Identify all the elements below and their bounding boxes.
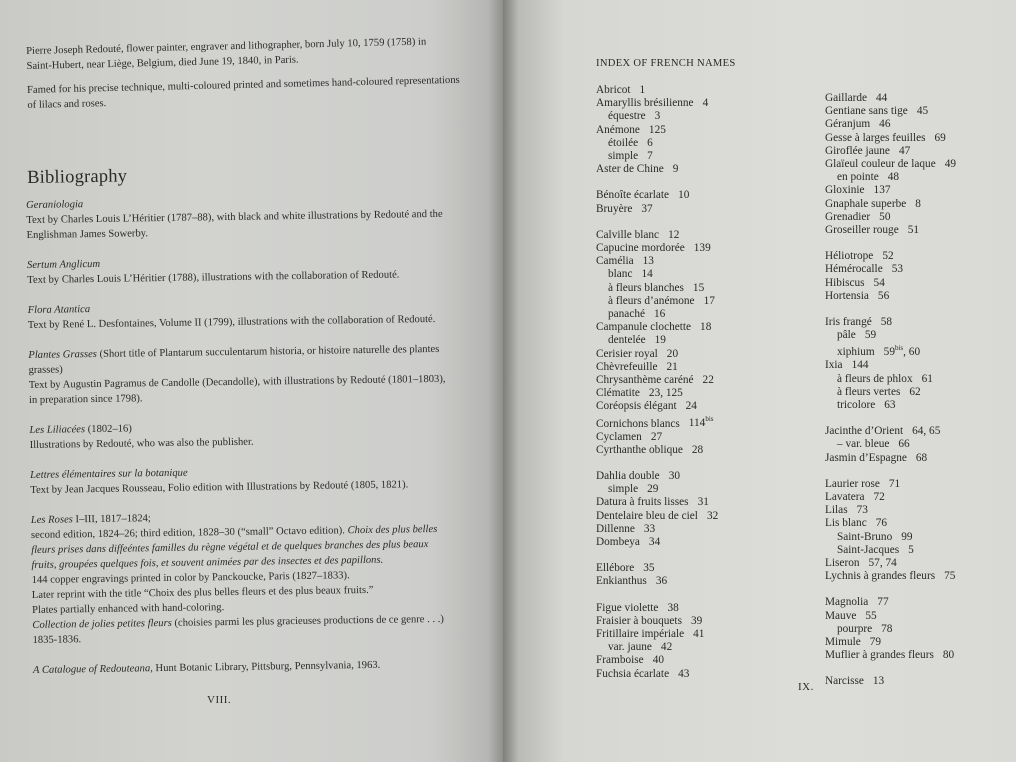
index-entry-name: Capucine mordorée bbox=[596, 242, 685, 255]
index-entry-name: Cornichons blancs bbox=[596, 417, 680, 430]
index-entry bbox=[596, 387, 718, 400]
index-entry bbox=[596, 483, 718, 496]
index-entry bbox=[596, 137, 718, 150]
index-entry-name: Framboise bbox=[596, 654, 644, 667]
index-entry bbox=[825, 359, 956, 372]
index-entry-page: 8 bbox=[915, 197, 921, 210]
index-entry bbox=[825, 425, 956, 438]
index-entry-page: 99 bbox=[901, 530, 913, 543]
index-entry-name: Mauve bbox=[825, 609, 857, 622]
index-entry-name: Laurier rose bbox=[825, 477, 880, 490]
index-entry bbox=[825, 263, 956, 276]
index-entry bbox=[596, 124, 718, 137]
bio-line: of lilacs and roses. bbox=[27, 98, 107, 111]
index-entry-page: 80 bbox=[942, 649, 955, 662]
index-entry bbox=[825, 92, 956, 105]
index-entry bbox=[596, 255, 718, 268]
index-entry-name: Ellébore bbox=[596, 562, 635, 575]
index-entry bbox=[596, 268, 718, 281]
index-entry-name: Amaryllis brésilienne bbox=[596, 97, 694, 110]
index-entry-page: 15 bbox=[692, 281, 705, 294]
index-entry bbox=[596, 400, 718, 413]
index-entry bbox=[825, 250, 956, 263]
index-entry-page: 12 bbox=[668, 228, 680, 241]
bibliography-list bbox=[26, 191, 473, 677]
bib-text: fleurs prises dans diffeéntes familles du règne végétal et de quelques branches des plus beaux bbox=[31, 539, 429, 556]
index-entry-name: Bénoîte écarlate bbox=[596, 189, 670, 202]
index-entry bbox=[825, 329, 956, 342]
index-entry-name: Bruyère bbox=[596, 202, 633, 215]
index-entry-page: 31 bbox=[697, 496, 709, 509]
bib-text: fruits, groupées quelques fois, et souvent animées par des insectes et des papillons. bbox=[31, 554, 384, 571]
index-entry-name: Figue violette bbox=[596, 601, 659, 614]
index-entry-page: 37 bbox=[641, 202, 653, 215]
index-entry-name: étoilée bbox=[608, 136, 639, 149]
index-entry bbox=[596, 444, 718, 457]
index-entry-page: 49 bbox=[944, 158, 957, 171]
index-entry bbox=[596, 361, 718, 374]
index-entry-name: Jasmin d’Espagne bbox=[825, 451, 907, 464]
bib-text: Plates partially enhanced with hand-coloring. bbox=[32, 602, 225, 616]
index-entry-name: tricolore bbox=[837, 399, 876, 412]
index-spacer bbox=[825, 465, 956, 478]
index-entry-page: 29 bbox=[647, 483, 659, 496]
index-entry-name: Géranjum bbox=[825, 118, 871, 131]
index-entry-name: Camélia bbox=[596, 255, 634, 268]
index-entry-name: Cyrthanthe oblique bbox=[596, 443, 683, 456]
index-entry-page: 58 bbox=[880, 316, 893, 329]
index-entry-page: 13 bbox=[642, 255, 654, 268]
index-entry bbox=[596, 536, 718, 549]
index-entry-name: Héliotrope bbox=[825, 250, 874, 263]
index-entry-page: 36 bbox=[655, 575, 668, 588]
index-entry-name: à fleurs d’anémone bbox=[608, 294, 695, 307]
index-entry-name: Mimule bbox=[825, 636, 861, 649]
index-spacer bbox=[596, 176, 718, 189]
index-entry-name: simple bbox=[608, 150, 639, 163]
index-entry-name: Fraisier à bouquets bbox=[596, 614, 682, 627]
index-entry-name: Ixia bbox=[825, 359, 843, 372]
index-entry-page: 46 bbox=[879, 118, 891, 131]
index-entry-name: Saint-Jacques bbox=[837, 543, 900, 556]
bib-text: 1835-1836. bbox=[32, 634, 82, 646]
index-entry-name: Liseron bbox=[825, 557, 860, 570]
index-entry-name: Abricot bbox=[596, 84, 631, 96]
index-entry-page: 66 bbox=[898, 438, 910, 451]
index-entry-name: à fleurs blanches bbox=[608, 281, 684, 294]
index-entry bbox=[825, 452, 956, 465]
index-entry bbox=[825, 184, 956, 197]
index-entry bbox=[596, 163, 718, 176]
bib-text: in preparation since 1798). bbox=[28, 393, 143, 406]
index-entry-name: Gesse à larges feuilles bbox=[825, 131, 926, 144]
index-entry bbox=[825, 478, 956, 491]
index-entry-page: 76 bbox=[875, 517, 888, 530]
index-entry-name: en pointe bbox=[837, 171, 879, 184]
index-entry-name: Fritillaire impériale bbox=[596, 628, 685, 641]
index-entry-name: Dahlia double bbox=[596, 470, 660, 483]
index-entry-page: 10 bbox=[678, 189, 690, 202]
index-entry bbox=[825, 342, 956, 359]
index-entry-page: 35 bbox=[643, 562, 655, 575]
index-entry bbox=[825, 171, 956, 184]
index-entry-page: 53 bbox=[891, 263, 904, 276]
bib-title: Plantes Grasses bbox=[28, 348, 97, 361]
index-entry-name: Cyclamen bbox=[596, 430, 642, 443]
right-page bbox=[503, 0, 1016, 762]
index-entry-page: 4 bbox=[702, 97, 709, 110]
index-entry-name: à fleurs vertes bbox=[837, 385, 901, 398]
index-entry-page: 41 bbox=[693, 628, 705, 641]
index-entry-name: Clématite bbox=[596, 387, 640, 400]
bio-line: Saint-Hubert, near Liège, Belgium, died June 19, 1840, in Paris. bbox=[26, 54, 299, 72]
index-entry bbox=[596, 496, 718, 509]
bib-catalogue bbox=[33, 656, 473, 678]
index-entry-name: Iris frangé bbox=[825, 316, 872, 329]
index-entry-page: 71 bbox=[888, 477, 901, 490]
index-entry-page: 44 bbox=[876, 92, 888, 104]
index-entry bbox=[825, 386, 956, 399]
index-entry-name: Lilas bbox=[825, 504, 848, 517]
index-entry-name: à fleurs de phlox bbox=[837, 372, 913, 385]
index-entry bbox=[825, 596, 956, 609]
page-number-right: IX. bbox=[798, 681, 814, 693]
index-entry-page: 19 bbox=[654, 334, 666, 347]
index-entry-name: Gloxinie bbox=[825, 184, 865, 197]
index-spacer bbox=[825, 412, 956, 425]
index-entry bbox=[596, 374, 718, 387]
index-entry-page: $59^{bis}$, 60 bbox=[883, 344, 921, 359]
bib-text: Illustrations by Redouté, who was also the publisher. bbox=[29, 436, 254, 451]
bib-text: Englishman James Sowerby. bbox=[26, 228, 149, 241]
index-entry-page: 59 bbox=[864, 329, 877, 342]
index-entry-name: Giroflée jaune bbox=[825, 144, 890, 157]
index-spacer bbox=[596, 589, 718, 602]
index-column-2 bbox=[825, 92, 956, 689]
index-entry bbox=[596, 84, 718, 97]
index-entry-page: 28 bbox=[691, 443, 704, 456]
bib-title: Geraniologia bbox=[26, 199, 84, 211]
index-entry-name: panaché bbox=[608, 308, 646, 321]
index-entry-name: Enkianthus bbox=[596, 575, 647, 588]
index-entry-page: 62 bbox=[909, 385, 921, 398]
index-entry-name: – var. bleue bbox=[837, 438, 890, 451]
index-entry-page: 39 bbox=[690, 614, 703, 627]
index-entry-name: pâle bbox=[837, 329, 856, 342]
index-entry bbox=[596, 575, 718, 588]
index-entry-page: 64, 65 bbox=[912, 425, 941, 438]
index-entry bbox=[596, 150, 718, 163]
index-entry bbox=[825, 517, 956, 530]
index-entry-name: Gaillarde bbox=[825, 92, 868, 104]
index-entry-name: dentelée bbox=[608, 334, 646, 347]
index-entry-name: Fuchsia écarlate bbox=[596, 667, 670, 680]
index-entry bbox=[825, 145, 956, 158]
index-entry-name: Lychnis à grandes fleurs bbox=[825, 570, 936, 583]
index-entry bbox=[596, 308, 718, 321]
index-entry bbox=[596, 242, 718, 255]
index-entry bbox=[596, 348, 718, 361]
bib-text: Text by Charles Louis L’Héritier (1787–88), with black and white illustrations by Redouté and the bbox=[26, 208, 443, 226]
index-spacer bbox=[596, 549, 718, 562]
index-entry bbox=[825, 557, 956, 570]
index-entry bbox=[825, 623, 956, 636]
index-entry-page: 139 bbox=[693, 242, 711, 255]
index-entry-name: Dentelaire bleu de ciel bbox=[596, 509, 698, 522]
index-entry bbox=[825, 610, 956, 623]
index-entry-name: Glaïeul couleur de laque bbox=[825, 158, 936, 171]
index-entry-name: Chèvrefeuille bbox=[596, 360, 658, 373]
index-entry-page: 45 bbox=[916, 105, 929, 118]
index-entry-name: équestre bbox=[608, 110, 646, 123]
index-entry bbox=[825, 316, 956, 329]
index-entry-name: Narcisse bbox=[825, 675, 864, 688]
index-entry-page: 24 bbox=[685, 400, 697, 413]
index-entry bbox=[825, 158, 956, 171]
index-entry bbox=[596, 189, 718, 202]
index-entry-name: simple bbox=[608, 483, 639, 496]
index-entry bbox=[825, 399, 956, 412]
index-entry-page: 77 bbox=[877, 596, 889, 609]
index-column-1 bbox=[596, 84, 718, 681]
index-entry-name: Gnaphale superbe bbox=[825, 197, 907, 210]
index-entry-name: Dombeya bbox=[596, 536, 640, 549]
index-entry-page: 30 bbox=[668, 470, 680, 483]
index-spacer bbox=[825, 662, 956, 675]
bib-title-rest: (Short title of Plantarum succulentarum historia, or histoire naturelle des plantes bbox=[96, 343, 440, 360]
bibliography-heading: Bibliography bbox=[27, 166, 128, 188]
index-entry-page: 51 bbox=[907, 224, 920, 237]
index-entry-page: 137 bbox=[873, 184, 891, 197]
index-entry bbox=[825, 636, 956, 649]
index-entry-page: 125 bbox=[648, 123, 666, 136]
index-entry-page: 3 bbox=[654, 110, 661, 123]
index-entry bbox=[596, 321, 718, 334]
index-entry-page: $114^{bis}$ bbox=[688, 415, 714, 430]
index-entry-page: 144 bbox=[851, 359, 869, 372]
index-entry-page: 48 bbox=[887, 171, 900, 184]
index-entry bbox=[596, 668, 718, 681]
index-entry-page: 68 bbox=[915, 451, 928, 464]
index-entry-page: 5 bbox=[908, 543, 914, 556]
bib-text: grasses) bbox=[28, 364, 63, 376]
index-spacer bbox=[825, 583, 956, 596]
bib-title-rest: (1802–16) bbox=[84, 423, 132, 436]
index-spacer bbox=[825, 237, 956, 250]
index-entry bbox=[596, 295, 718, 308]
index-entry bbox=[596, 414, 718, 431]
index-entry bbox=[596, 654, 718, 667]
index-entry-name: pourpre bbox=[837, 622, 873, 635]
index-entry-name: Hibiscus bbox=[825, 276, 865, 289]
index-entry bbox=[825, 531, 956, 544]
bib-title: A Catalogue of Redouteana bbox=[32, 663, 151, 676]
bib-text-part: (choisies parmi les plus gracieuses productions de ce genre . . .) bbox=[171, 613, 444, 629]
bio-line: Famed for his precise technique, multi-coloured printed and sometimes hand-coloured representations bbox=[26, 74, 460, 96]
index-entry-page: 9 bbox=[672, 163, 679, 176]
index-entry bbox=[825, 211, 956, 224]
index-entry-page: 50 bbox=[879, 210, 891, 223]
index-title: INDEX OF FRENCH NAMES bbox=[596, 58, 736, 69]
index-entry-name: Hémérocalle bbox=[825, 263, 883, 276]
index-entry bbox=[596, 470, 718, 483]
index-entry-page: 21 bbox=[666, 360, 678, 373]
index-entry bbox=[596, 641, 718, 654]
bib-text: Text by Jean Jacques Rousseau, Folio edition with Illustrations by Redouté (1805, 1821). bbox=[30, 479, 409, 496]
index-entry bbox=[825, 105, 956, 118]
index-entry-name: xiphium bbox=[837, 346, 875, 359]
biography-block bbox=[26, 34, 468, 113]
index-entry-name: Coréopsis élégant bbox=[596, 400, 677, 413]
index-entry-page: 20 bbox=[666, 347, 679, 360]
index-entry bbox=[825, 544, 956, 557]
index-entry-name: Magnolia bbox=[825, 596, 869, 609]
index-entry bbox=[596, 229, 718, 242]
index-entry bbox=[825, 675, 956, 688]
index-entry-name: Gentiane sans tige bbox=[825, 105, 908, 118]
index-entry bbox=[825, 570, 956, 583]
index-entry-page: 57, 74 bbox=[868, 557, 897, 570]
index-entry-name: Lis blanc bbox=[825, 517, 867, 530]
index-entry bbox=[596, 431, 718, 444]
bib-title: Sertum Anglicum bbox=[26, 258, 101, 271]
index-entry-page: 13 bbox=[872, 675, 885, 688]
index-entry-name: blanc bbox=[608, 268, 633, 281]
bib-text: Text by René L. Desfontaines, Volume II (1799), illustrations with the collaboration of Redouté. bbox=[27, 313, 436, 331]
bib-text: Later reprint with the title “Choix des plus belles fleurs et des plus beaux fruits.” bbox=[31, 584, 374, 601]
index-entry bbox=[825, 649, 956, 662]
index-entry-name: Chrysanthème caréné bbox=[596, 374, 694, 387]
index-entry bbox=[825, 290, 956, 303]
index-entry-page: 14 bbox=[641, 268, 653, 281]
index-entry bbox=[825, 118, 956, 131]
index-entry-name: var. jaune bbox=[608, 641, 652, 654]
bio-line: Pierre Joseph Redouté, flower painter, engraver and lithographer, born July 10, 1759 (1758) in bbox=[26, 36, 427, 57]
index-entry bbox=[825, 373, 956, 386]
index-entry-page: 40 bbox=[652, 654, 664, 667]
index-entry bbox=[596, 628, 718, 641]
bib-title-rest: , Hunt Botanic Library, Pittsburg, Pennsylvania, 1963. bbox=[150, 659, 381, 675]
index-entry-page: 75 bbox=[944, 570, 956, 583]
index-entry-page: 61 bbox=[921, 372, 933, 385]
index-entry-page: 78 bbox=[881, 622, 893, 635]
index-entry-name: Anémone bbox=[596, 123, 640, 136]
index-entry-page: 27 bbox=[650, 430, 663, 443]
index-entry-page: 38 bbox=[667, 601, 679, 614]
index-entry-page: 34 bbox=[648, 536, 661, 549]
index-entry bbox=[596, 523, 718, 536]
bib-text: Text by Charles Louis L’Héritier (1788), illustrations with the collaboration of Redouté. bbox=[27, 269, 400, 286]
index-entry-name: Jacinthe d’Orient bbox=[825, 425, 904, 438]
index-entry-page: 54 bbox=[873, 276, 885, 289]
index-entry-page: 42 bbox=[660, 641, 673, 654]
index-entry bbox=[825, 224, 956, 237]
index-entry-name: Muflier à grandes fleurs bbox=[825, 649, 934, 662]
index-entry-page: 22 bbox=[702, 374, 714, 387]
index-entry bbox=[596, 562, 718, 575]
index-entry bbox=[596, 97, 718, 110]
bib-title: Lettres élémentaires sur la botanique bbox=[30, 467, 188, 481]
index-entry-page: 63 bbox=[884, 399, 896, 412]
index-spacer bbox=[596, 457, 718, 470]
index-entry-name: Grenadier bbox=[825, 210, 871, 223]
index-entry bbox=[596, 282, 718, 295]
bib-text-italic: Collection de jolies petites fleurs bbox=[32, 617, 172, 631]
page-number-left: VIII. bbox=[207, 694, 232, 706]
index-spacer bbox=[825, 303, 956, 316]
index-entry-name: Hortensia bbox=[825, 289, 869, 302]
index-entry-page: 52 bbox=[882, 250, 894, 263]
index-entry-page: 72 bbox=[873, 491, 885, 504]
index-entry-page: 69 bbox=[934, 131, 946, 144]
index-entry-page: 17 bbox=[703, 294, 715, 307]
index-entry-name: Dillenne bbox=[596, 522, 635, 535]
bib-text: Text by Augustin Pagramus de Candolle (Decandolle), with illustrations by Redouté (1801–1803), bbox=[28, 373, 446, 391]
bib-title-rest: I–III, 1817–1824; bbox=[72, 513, 151, 526]
index-entry-page: 47 bbox=[898, 144, 911, 157]
index-spacer bbox=[596, 216, 718, 229]
bib-text: 144 copper engravings printed in color by Panckoucke, Paris (1827–1833). bbox=[31, 570, 350, 586]
index-entry-page: 1 bbox=[639, 84, 646, 96]
bib-text-part: second edition, 1824–26; third edition, 1828–30 (“small” Octavo edition). bbox=[30, 525, 348, 541]
left-page bbox=[0, 0, 503, 762]
index-entry-page: 43 bbox=[678, 667, 690, 680]
bib-title: Les Roses bbox=[30, 514, 73, 526]
index-entry bbox=[825, 277, 956, 290]
index-entry-page: 32 bbox=[706, 509, 719, 522]
index-entry-name: Lavatera bbox=[825, 491, 865, 504]
index-entry-name: Saint-Bruno bbox=[837, 530, 893, 543]
index-entry-page: 23, 125 bbox=[648, 387, 683, 400]
bib-text-italic: Choix des plus belles bbox=[347, 523, 438, 537]
index-entry-page: 7 bbox=[647, 150, 653, 163]
index-entry bbox=[596, 602, 718, 615]
index-entry bbox=[596, 203, 718, 216]
index-entry-page: 55 bbox=[865, 609, 877, 622]
index-entry-page: 6 bbox=[647, 136, 653, 149]
index-entry bbox=[596, 110, 718, 123]
index-entry bbox=[825, 491, 956, 504]
bib-title: Les Liliacées bbox=[29, 424, 86, 436]
index-entry bbox=[596, 334, 718, 347]
index-entry-page: 56 bbox=[877, 289, 890, 302]
index-entry-name: Groseiller rouge bbox=[825, 224, 899, 237]
index-entry-page: 16 bbox=[654, 308, 666, 321]
index-entry-page: 73 bbox=[856, 504, 868, 517]
index-entry bbox=[825, 132, 956, 145]
index-entry bbox=[825, 504, 956, 517]
index-entry-name: Campanule clochette bbox=[596, 321, 692, 334]
index-entry-page: 33 bbox=[643, 522, 656, 535]
index-entry-name: Aster de Chine bbox=[596, 163, 664, 176]
index-entry bbox=[596, 510, 718, 523]
index-entry-page: 18 bbox=[700, 321, 712, 334]
index-entry-name: Datura à fruits lisses bbox=[596, 496, 689, 509]
index-entry-name: Calville blanc bbox=[596, 228, 660, 241]
index-entry bbox=[596, 615, 718, 628]
index-entry bbox=[825, 438, 956, 451]
index-entry-page: 79 bbox=[869, 636, 882, 649]
bib-title: Flora Atantica bbox=[27, 304, 91, 316]
index-entry-name: Cerisier royal bbox=[596, 347, 658, 360]
index-entry bbox=[825, 198, 956, 211]
